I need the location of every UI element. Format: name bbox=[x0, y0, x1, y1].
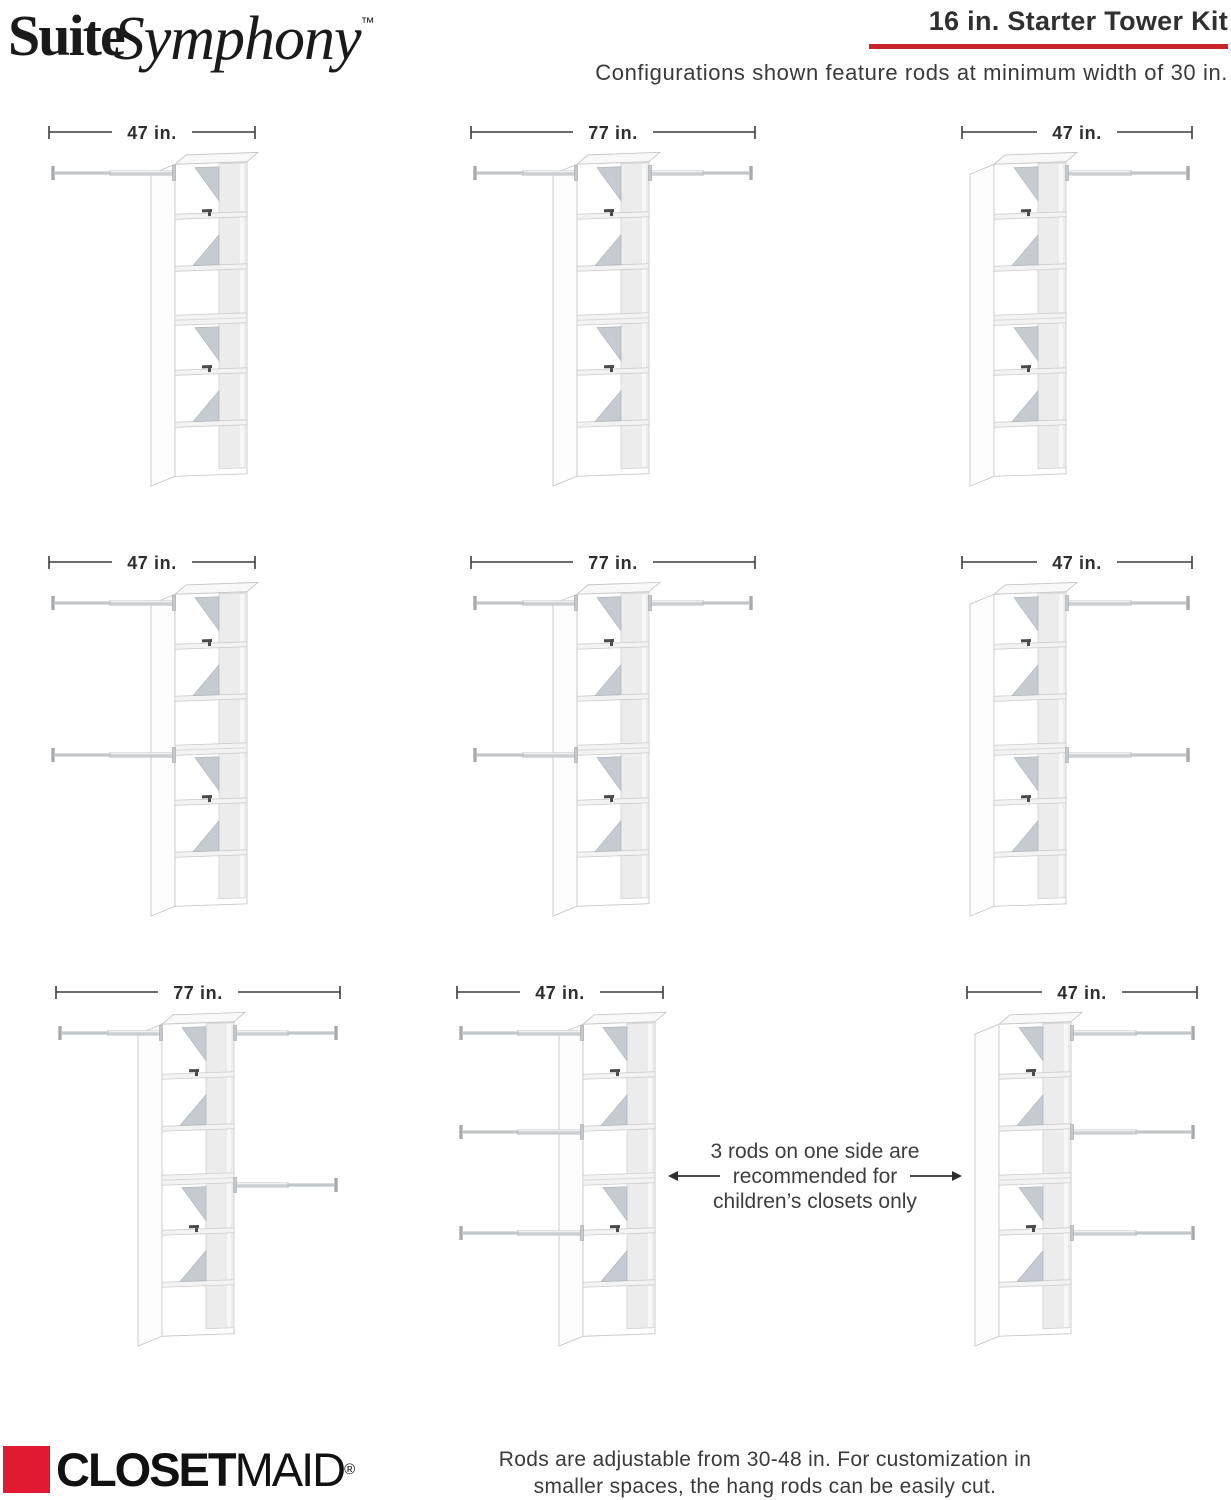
right-arrow-icon bbox=[952, 1171, 962, 1181]
page-title: 16 in. Starter Tower Kit bbox=[928, 6, 1228, 36]
dimension-label: 77 in. bbox=[588, 553, 638, 573]
tower-unit bbox=[553, 582, 660, 916]
brand-suite: Suite bbox=[8, 3, 124, 68]
hang-rod bbox=[649, 166, 752, 181]
dimension-label: 47 in. bbox=[1052, 123, 1102, 143]
hang-rod bbox=[1066, 596, 1189, 611]
dimension-label: 47 in. bbox=[535, 983, 585, 1003]
dimension-line bbox=[457, 983, 663, 1003]
annotation bbox=[668, 1140, 962, 1213]
annotation-line: children’s closets only bbox=[713, 1190, 917, 1213]
hang-rod bbox=[234, 1026, 337, 1041]
closetmaid-logo-light: MAID bbox=[234, 1442, 345, 1496]
dimension-line bbox=[56, 983, 340, 1003]
dimension-label: 77 in. bbox=[173, 983, 223, 1003]
tower-unit bbox=[559, 1012, 666, 1346]
subtitle: Configurations shown feature rods at minimum width of 30 in. bbox=[595, 60, 1228, 85]
tower-unit bbox=[151, 152, 258, 486]
dimension-line bbox=[962, 553, 1192, 573]
tower-unit bbox=[151, 582, 258, 916]
annotation-line: recommended for bbox=[732, 1165, 898, 1188]
hang-rod bbox=[1071, 1226, 1194, 1241]
footer-note bbox=[400, 1446, 1130, 1500]
tower-unit bbox=[970, 582, 1077, 916]
dimension-line bbox=[49, 123, 255, 143]
closet-configuration-9 bbox=[967, 983, 1197, 1346]
tower-unit bbox=[970, 152, 1077, 486]
closet-configuration-5 bbox=[471, 553, 755, 916]
title-block bbox=[595, 6, 1228, 86]
dimension-label: 47 in. bbox=[1052, 553, 1102, 573]
closet-configuration-4 bbox=[49, 553, 258, 916]
annotation-line: 3 rods on one side are bbox=[710, 1140, 920, 1163]
dimension-line bbox=[962, 123, 1192, 143]
tower-unit bbox=[138, 1012, 245, 1346]
tower-unit bbox=[553, 152, 660, 486]
registered-symbol: ® bbox=[344, 1460, 356, 1478]
closetmaid-logo-bold: CLOSET bbox=[56, 1442, 235, 1496]
hang-rod bbox=[1066, 166, 1189, 181]
closet-configuration-2 bbox=[471, 123, 755, 486]
dimension-label: 77 in. bbox=[588, 123, 638, 143]
hang-rod bbox=[234, 1178, 337, 1193]
dimension-line bbox=[471, 553, 755, 573]
footer-note-line1: Rods are adjustable from 30-48 in. For customization in bbox=[498, 1448, 1032, 1471]
dimension-label: 47 in. bbox=[127, 123, 177, 143]
footer-note-line2: smaller spaces, the hang rods can be easily cut. bbox=[533, 1475, 997, 1498]
tower-unit bbox=[975, 1012, 1082, 1346]
dimension-label: 47 in. bbox=[1057, 983, 1107, 1003]
suite-symphony-logo bbox=[8, 0, 375, 71]
closet-configuration-8 bbox=[457, 983, 666, 1346]
dimension-label: 47 in. bbox=[127, 553, 177, 573]
hang-rod bbox=[1071, 1125, 1194, 1140]
hang-rod bbox=[1071, 1026, 1194, 1041]
hang-rod bbox=[1066, 748, 1189, 763]
brand-symphony: Symphony bbox=[113, 5, 361, 73]
trademark-symbol: ™ bbox=[360, 14, 375, 30]
closet-configuration-1 bbox=[49, 123, 258, 486]
closet-configuration-6 bbox=[962, 553, 1192, 916]
closetmaid-logo-square bbox=[3, 1446, 50, 1493]
dimension-line bbox=[471, 123, 755, 143]
closetmaid-logo bbox=[3, 1444, 355, 1494]
closet-configuration-3 bbox=[962, 123, 1192, 486]
title-underline bbox=[869, 44, 1228, 49]
closet-configuration-7 bbox=[56, 983, 340, 1346]
dimension-line bbox=[49, 553, 255, 573]
configurations-diagram bbox=[0, 100, 1231, 1400]
hang-rod bbox=[649, 596, 752, 611]
dimension-line bbox=[967, 983, 1197, 1003]
left-arrow-icon bbox=[668, 1171, 678, 1181]
